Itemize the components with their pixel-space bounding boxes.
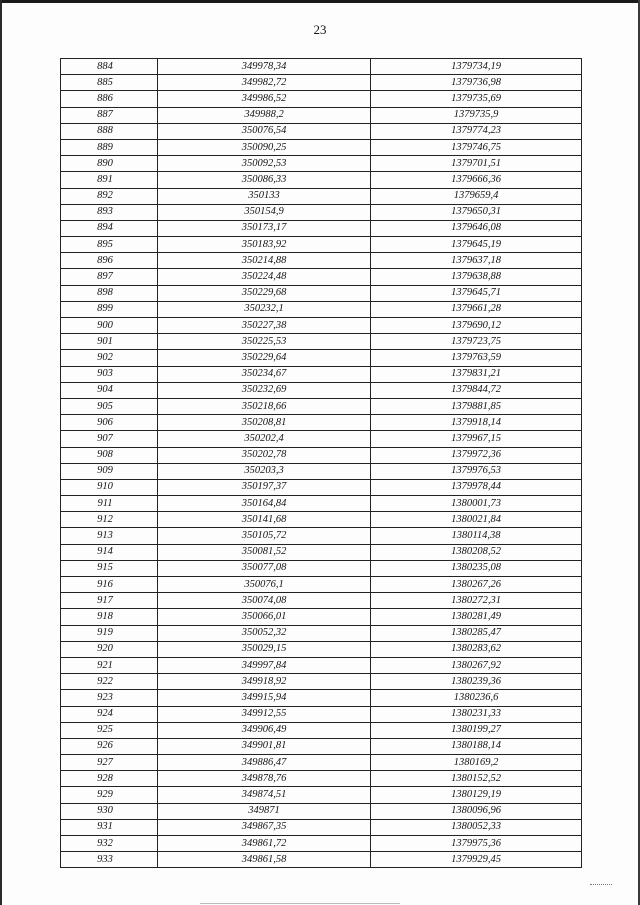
point-number-cell: 884	[61, 59, 158, 75]
table-row	[61, 366, 582, 382]
point-number-cell: 894	[61, 220, 158, 236]
point-number-cell: 898	[61, 285, 158, 301]
point-number-cell: 924	[61, 706, 158, 722]
x-coordinate-cell: 350232,69	[158, 382, 371, 398]
y-coordinate-cell: 1379746,75	[371, 139, 582, 155]
x-coordinate-cell: 350173,17	[158, 220, 371, 236]
x-coordinate-cell: 350077,08	[158, 560, 371, 576]
table-row	[61, 91, 582, 107]
table-row	[61, 285, 582, 301]
point-number-cell: 888	[61, 123, 158, 139]
y-coordinate-cell: 1379735,69	[371, 91, 582, 107]
x-coordinate-cell: 350154,9	[158, 204, 371, 220]
table-row	[61, 674, 582, 690]
x-coordinate-cell: 350197,37	[158, 479, 371, 495]
y-coordinate-cell: 1380283,62	[371, 641, 582, 657]
coordinates-table-body	[61, 59, 582, 868]
point-number-cell: 909	[61, 463, 158, 479]
y-coordinate-cell: 1380236,6	[371, 690, 582, 706]
point-number-cell: 897	[61, 269, 158, 285]
x-coordinate-cell: 350202,4	[158, 431, 371, 447]
x-coordinate-cell: 350218,66	[158, 398, 371, 414]
y-coordinate-cell: 1379645,19	[371, 237, 582, 253]
table-row	[61, 139, 582, 155]
y-coordinate-cell: 1380169,2	[371, 755, 582, 771]
point-number-cell: 912	[61, 512, 158, 528]
table-row	[61, 852, 582, 868]
table-row	[61, 722, 582, 738]
x-coordinate-cell: 349912,55	[158, 706, 371, 722]
point-number-cell: 933	[61, 852, 158, 868]
y-coordinate-cell: 1380235,08	[371, 560, 582, 576]
point-number-cell: 919	[61, 625, 158, 641]
x-coordinate-cell: 350214,88	[158, 253, 371, 269]
x-coordinate-cell: 350227,38	[158, 318, 371, 334]
y-coordinate-cell: 1380285,47	[371, 625, 582, 641]
y-coordinate-cell: 1380272,31	[371, 593, 582, 609]
y-coordinate-cell: 1379831,21	[371, 366, 582, 382]
y-coordinate-cell: 1379736,98	[371, 75, 582, 91]
scan-left-edge	[0, 0, 2, 905]
page-number: 23	[313, 22, 327, 37]
table-row	[61, 204, 582, 220]
y-coordinate-cell: 1379659,4	[371, 188, 582, 204]
x-coordinate-cell: 350052,32	[158, 625, 371, 641]
point-number-cell: 892	[61, 188, 158, 204]
x-coordinate-cell: 349901,81	[158, 738, 371, 754]
table-row	[61, 771, 582, 787]
point-number-cell: 908	[61, 447, 158, 463]
point-number-cell: 896	[61, 253, 158, 269]
table-row	[61, 593, 582, 609]
y-coordinate-cell: 1380208,52	[371, 544, 582, 560]
table-row	[61, 625, 582, 641]
table-row	[61, 479, 582, 495]
table-row	[61, 398, 582, 414]
x-coordinate-cell: 350066,01	[158, 609, 371, 625]
table-row	[61, 544, 582, 560]
x-coordinate-cell: 349997,84	[158, 657, 371, 673]
y-coordinate-cell: 1380188,14	[371, 738, 582, 754]
y-coordinate-cell: 1379975,36	[371, 836, 582, 852]
y-coordinate-cell: 1380021,84	[371, 512, 582, 528]
x-coordinate-cell: 349874,51	[158, 787, 371, 803]
table-row	[61, 447, 582, 463]
point-number-cell: 910	[61, 479, 158, 495]
x-coordinate-cell: 350234,67	[158, 366, 371, 382]
coordinates-table	[60, 58, 582, 868]
y-coordinate-cell: 1379735,9	[371, 107, 582, 123]
table-row	[61, 706, 582, 722]
table-row	[61, 188, 582, 204]
x-coordinate-cell: 350202,78	[158, 447, 371, 463]
table-row	[61, 350, 582, 366]
y-coordinate-cell: 1379976,53	[371, 463, 582, 479]
y-coordinate-cell: 1379637,18	[371, 253, 582, 269]
y-coordinate-cell: 1380199,27	[371, 722, 582, 738]
x-coordinate-cell: 350029,15	[158, 641, 371, 657]
y-coordinate-cell: 1379734,19	[371, 59, 582, 75]
point-number-cell: 926	[61, 738, 158, 754]
x-coordinate-cell: 349986,52	[158, 91, 371, 107]
y-coordinate-cell: 1379638,88	[371, 269, 582, 285]
point-number-cell: 905	[61, 398, 158, 414]
point-number-cell: 930	[61, 803, 158, 819]
y-coordinate-cell: 1379918,14	[371, 415, 582, 431]
x-coordinate-cell: 350081,52	[158, 544, 371, 560]
x-coordinate-cell: 349978,34	[158, 59, 371, 75]
point-number-cell: 925	[61, 722, 158, 738]
point-number-cell: 928	[61, 771, 158, 787]
y-coordinate-cell: 1379645,71	[371, 285, 582, 301]
x-coordinate-cell: 350225,53	[158, 334, 371, 350]
x-coordinate-cell: 349915,94	[158, 690, 371, 706]
table-row	[61, 318, 582, 334]
y-coordinate-cell: 1379763,59	[371, 350, 582, 366]
point-number-cell: 918	[61, 609, 158, 625]
y-coordinate-cell: 1380114,38	[371, 528, 582, 544]
x-coordinate-cell: 350092,53	[158, 156, 371, 172]
point-number-cell: 922	[61, 674, 158, 690]
y-coordinate-cell: 1380239,36	[371, 674, 582, 690]
point-number-cell: 929	[61, 787, 158, 803]
x-coordinate-cell: 349861,58	[158, 852, 371, 868]
y-coordinate-cell: 1379881,85	[371, 398, 582, 414]
point-number-cell: 923	[61, 690, 158, 706]
table-row	[61, 107, 582, 123]
scan-mark	[590, 884, 612, 886]
point-number-cell: 916	[61, 577, 158, 593]
y-coordinate-cell: 1379844,72	[371, 382, 582, 398]
x-coordinate-cell: 350076,1	[158, 577, 371, 593]
point-number-cell: 927	[61, 755, 158, 771]
x-coordinate-cell: 350203,3	[158, 463, 371, 479]
table-row	[61, 382, 582, 398]
x-coordinate-cell: 350208,81	[158, 415, 371, 431]
y-coordinate-cell: 1379646,08	[371, 220, 582, 236]
table-row	[61, 577, 582, 593]
point-number-cell: 886	[61, 91, 158, 107]
table-row	[61, 334, 582, 350]
table-row	[61, 172, 582, 188]
table-row	[61, 220, 582, 236]
x-coordinate-cell: 350232,1	[158, 301, 371, 317]
point-number-cell: 887	[61, 107, 158, 123]
x-coordinate-cell: 350105,72	[158, 528, 371, 544]
x-coordinate-cell: 350229,68	[158, 285, 371, 301]
point-number-cell: 931	[61, 819, 158, 835]
point-number-cell: 901	[61, 334, 158, 350]
y-coordinate-cell: 1379967,15	[371, 431, 582, 447]
point-number-cell: 921	[61, 657, 158, 673]
y-coordinate-cell: 1380096,96	[371, 803, 582, 819]
y-coordinate-cell: 1379666,36	[371, 172, 582, 188]
point-number-cell: 913	[61, 528, 158, 544]
x-coordinate-cell: 349906,49	[158, 722, 371, 738]
y-coordinate-cell: 1379978,44	[371, 479, 582, 495]
x-coordinate-cell: 350164,84	[158, 496, 371, 512]
table-row	[61, 528, 582, 544]
table-row	[61, 787, 582, 803]
point-number-cell: 900	[61, 318, 158, 334]
point-number-cell: 885	[61, 75, 158, 91]
table-row	[61, 415, 582, 431]
y-coordinate-cell: 1380001,73	[371, 496, 582, 512]
x-coordinate-cell: 349867,35	[158, 819, 371, 835]
x-coordinate-cell: 349871	[158, 803, 371, 819]
y-coordinate-cell: 1379723,75	[371, 334, 582, 350]
table-row	[61, 836, 582, 852]
table-row	[61, 431, 582, 447]
point-number-cell: 893	[61, 204, 158, 220]
x-coordinate-cell: 350183,92	[158, 237, 371, 253]
y-coordinate-cell: 1379774,23	[371, 123, 582, 139]
x-coordinate-cell: 350086,33	[158, 172, 371, 188]
table-row	[61, 738, 582, 754]
x-coordinate-cell: 350141,68	[158, 512, 371, 528]
point-number-cell: 891	[61, 172, 158, 188]
y-coordinate-cell: 1380129,19	[371, 787, 582, 803]
table-row	[61, 237, 582, 253]
table-row	[61, 641, 582, 657]
x-coordinate-cell: 350133	[158, 188, 371, 204]
y-coordinate-cell: 1380152,52	[371, 771, 582, 787]
x-coordinate-cell: 349918,92	[158, 674, 371, 690]
point-number-cell: 895	[61, 237, 158, 253]
table-row	[61, 755, 582, 771]
point-number-cell: 890	[61, 156, 158, 172]
table-row	[61, 496, 582, 512]
y-coordinate-cell: 1380281,49	[371, 609, 582, 625]
y-coordinate-cell: 1379701,51	[371, 156, 582, 172]
x-coordinate-cell: 349861,72	[158, 836, 371, 852]
point-number-cell: 914	[61, 544, 158, 560]
point-number-cell: 899	[61, 301, 158, 317]
point-number-cell: 904	[61, 382, 158, 398]
table-row	[61, 803, 582, 819]
point-number-cell: 911	[61, 496, 158, 512]
point-number-cell: 906	[61, 415, 158, 431]
y-coordinate-cell: 1379972,36	[371, 447, 582, 463]
point-number-cell: 915	[61, 560, 158, 576]
table-row	[61, 156, 582, 172]
table-row	[61, 123, 582, 139]
table-row	[61, 657, 582, 673]
table-row	[61, 819, 582, 835]
x-coordinate-cell: 349982,72	[158, 75, 371, 91]
table-row	[61, 75, 582, 91]
table-row	[61, 690, 582, 706]
table-row	[61, 560, 582, 576]
y-coordinate-cell: 1380052,33	[371, 819, 582, 835]
y-coordinate-cell: 1379650,31	[371, 204, 582, 220]
point-number-cell: 889	[61, 139, 158, 155]
x-coordinate-cell: 350074,08	[158, 593, 371, 609]
point-number-cell: 920	[61, 641, 158, 657]
point-number-cell: 903	[61, 366, 158, 382]
point-number-cell: 917	[61, 593, 158, 609]
scan-bottom-line	[200, 903, 400, 904]
table-row	[61, 253, 582, 269]
point-number-cell: 902	[61, 350, 158, 366]
y-coordinate-cell: 1379661,28	[371, 301, 582, 317]
y-coordinate-cell: 1380231,33	[371, 706, 582, 722]
scan-top-edge	[0, 0, 640, 3]
x-coordinate-cell: 350229,64	[158, 350, 371, 366]
table-row	[61, 59, 582, 75]
y-coordinate-cell: 1379929,45	[371, 852, 582, 868]
x-coordinate-cell: 349878,76	[158, 771, 371, 787]
point-number-cell: 907	[61, 431, 158, 447]
table-row	[61, 301, 582, 317]
x-coordinate-cell: 349988,2	[158, 107, 371, 123]
x-coordinate-cell: 350090,25	[158, 139, 371, 155]
x-coordinate-cell: 350224,48	[158, 269, 371, 285]
y-coordinate-cell: 1380267,92	[371, 657, 582, 673]
x-coordinate-cell: 349886,47	[158, 755, 371, 771]
table-row	[61, 269, 582, 285]
x-coordinate-cell: 350076,54	[158, 123, 371, 139]
y-coordinate-cell: 1380267,26	[371, 577, 582, 593]
table-row	[61, 463, 582, 479]
y-coordinate-cell: 1379690,12	[371, 318, 582, 334]
point-number-cell: 932	[61, 836, 158, 852]
table-row	[61, 609, 582, 625]
table-row	[61, 512, 582, 528]
coordinates-table-container	[60, 58, 581, 868]
